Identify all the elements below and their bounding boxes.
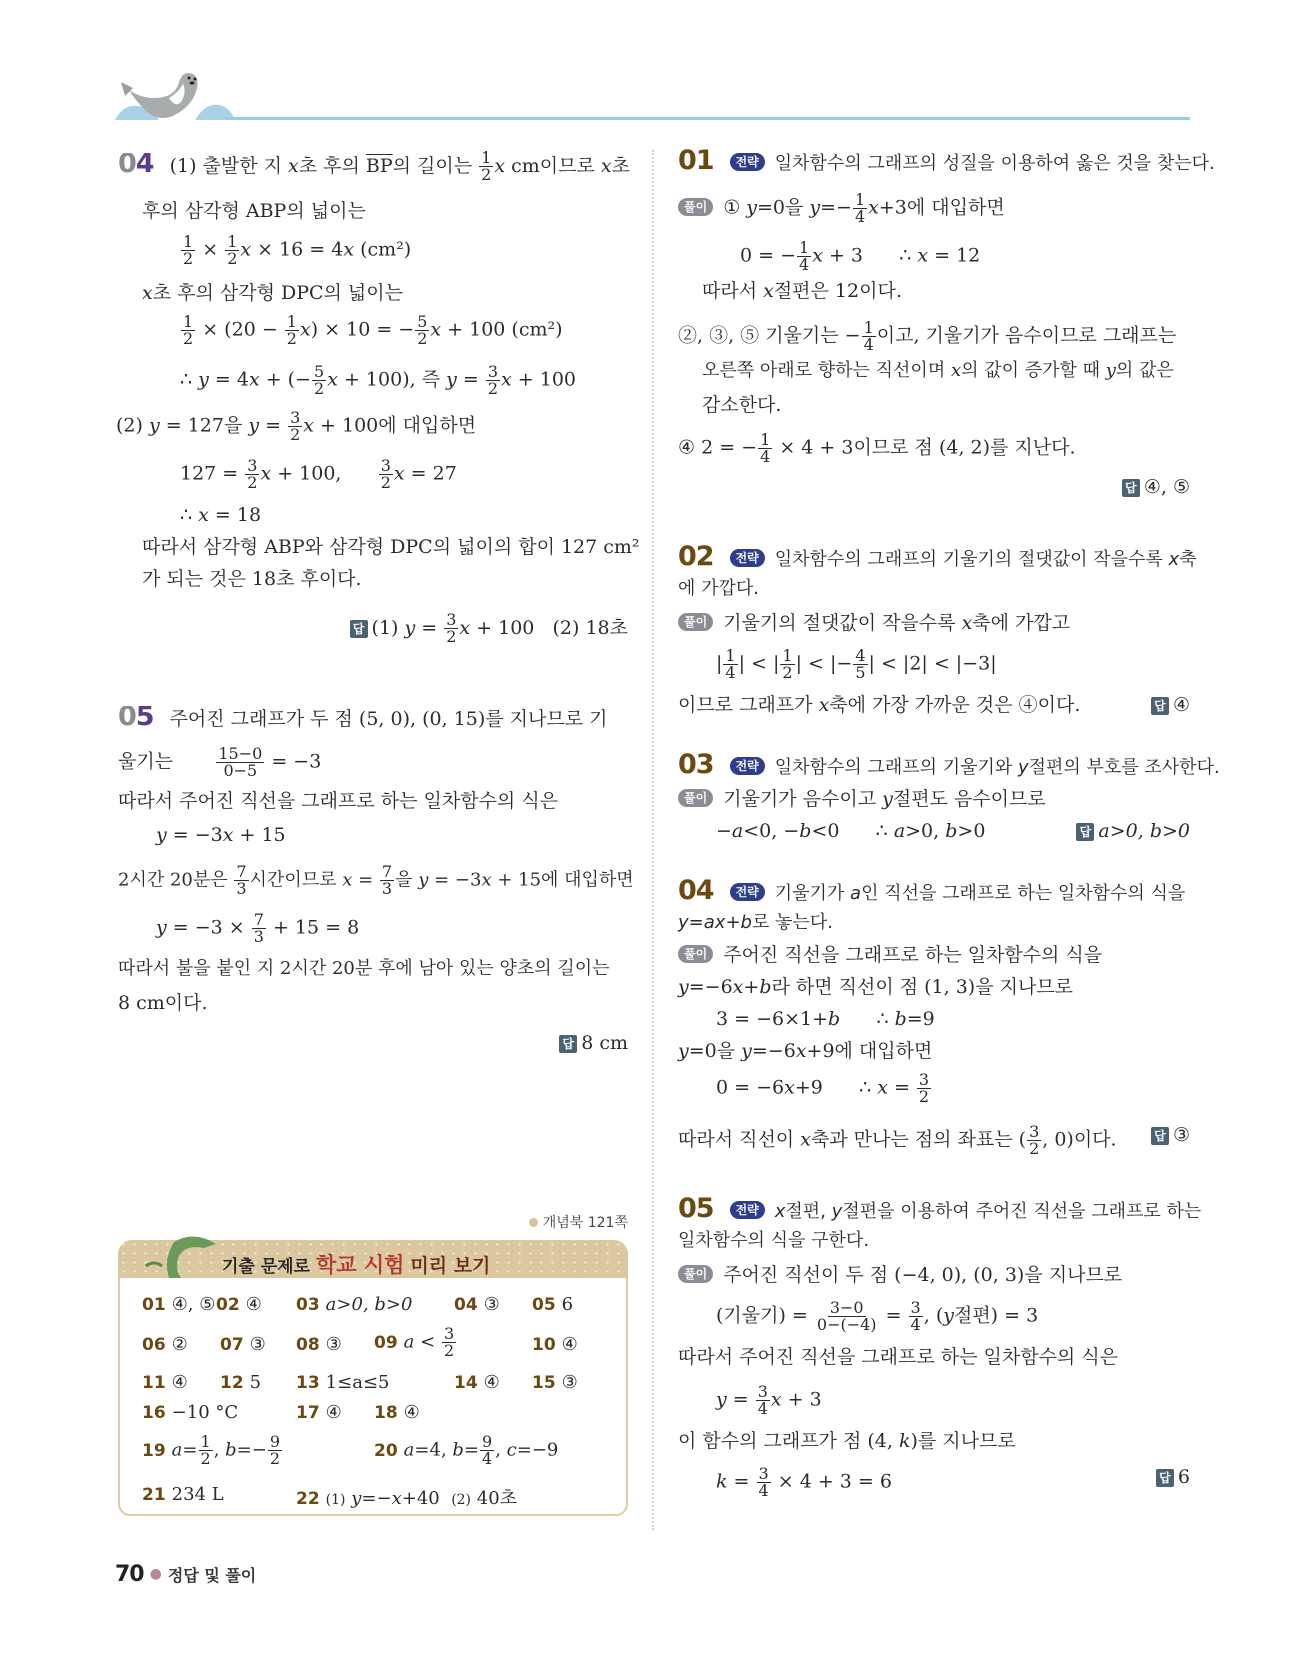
math-line: 울기는 $\frac{15-0}{0-5}$ = −3	[118, 744, 322, 780]
exam-preview-box	[118, 1212, 628, 1517]
header-rule	[225, 117, 1190, 120]
strategy-text: 일차함수의 그래프의 기울기의 절댓값이 작을수록 x축	[774, 549, 1197, 570]
problem-number: 04	[678, 875, 714, 906]
answer-text: 8 cm	[581, 1032, 628, 1054]
strategy-badge: 전략	[730, 757, 765, 775]
preview-banner	[118, 1240, 628, 1280]
answer-icon: 답	[559, 1035, 577, 1053]
answer-text: ④	[1172, 694, 1190, 716]
strategy-text: 일차함수의 그래프의 기울기와 y절편의 부호를 조사한다.	[774, 757, 1220, 778]
text-line: 후의 삼각형 ABP의 넓이는	[142, 200, 366, 222]
answer-key-item: 01 ④, ⑤	[142, 1294, 216, 1315]
strategy-text-continued: y=ax+b로 놓는다.	[678, 912, 833, 933]
solution-badge: 풀이	[678, 1265, 713, 1283]
section-label: 정답 및 풀이	[167, 1566, 257, 1585]
answer-key-item: 19 a= $\frac{1}{2}$ , b=− $\frac{9}{2}$	[142, 1432, 281, 1468]
answer-key-grid	[118, 1278, 628, 1516]
math-line: 127 = $\frac{3}{2}$ x + 100, $\frac{3}{2}$ x = 27	[180, 456, 457, 492]
answer-key-item: 20 a=4, b= $\frac{9}{4}$ , c=−9	[374, 1432, 559, 1468]
math-line: 3 = −6×1+b ∴ b=9	[716, 1008, 935, 1030]
math-line: (2) y = 127을 y = $\frac{3}{2}$ x + 100에 대입하면	[116, 408, 477, 444]
answer-key-item: 03 a>0, b>0	[296, 1294, 413, 1315]
math-line: ②, ③, ⑤ 기울기는 − $\frac{1}{4}$ 이고, 기울기가 음수이므로 그래프는	[678, 318, 1177, 354]
problem-number: 02	[678, 541, 714, 572]
seal-mascot-icon	[117, 62, 217, 124]
text-line: 풀이 기울기의 절댓값이 작을수록 x축에 가깝고	[678, 612, 1190, 648]
solution-badge: 풀이	[678, 198, 713, 216]
left-column	[116, 147, 640, 1062]
answer-text: 6	[1177, 1466, 1190, 1488]
answer-icon: 답	[1156, 1469, 1174, 1487]
answer-key-item: 17 ④	[296, 1402, 342, 1423]
answer-line	[118, 612, 628, 652]
answer-text: ④, ⑤	[1143, 476, 1190, 498]
right-column	[678, 145, 1220, 1512]
answer-key-item: 06 ②	[142, 1334, 188, 1355]
page-number: 70	[115, 1562, 144, 1587]
math-line: ④ 2 = − $\frac{1}{4}$ × 4 + 3이므로 점 (4, 2)를 지난다.	[678, 430, 1076, 466]
math-line: 2시간 20분은 $\frac{7}{3}$ 시간이므로 x = $\frac{7}{3}$ 을 y = −3x + 15에 대입하면	[118, 862, 634, 898]
math-line: ∴ x = 18	[180, 504, 262, 526]
text-line: 8 cm이다.	[118, 992, 208, 1014]
text-line: 따라서 x절편은 12이다.	[702, 280, 902, 302]
text-line: 풀이 주어진 직선을 그래프로 하는 일차함수의 식을	[678, 944, 1190, 976]
math-line: 0 = − $\frac{1}{4}$ x + 3 ∴ x = 12	[740, 238, 981, 274]
problem-number: 05	[678, 1193, 714, 1224]
problem-03-solution	[678, 749, 1220, 854]
answer-icon: 답	[1151, 697, 1169, 715]
page-footer	[115, 1562, 256, 1587]
problem-02-solution	[678, 541, 1197, 728]
strategy-badge: 전략	[730, 1201, 765, 1219]
page-header	[115, 62, 1190, 124]
math-line: 풀이 ① y=0을 y=− $\frac{1}{4}$ x+3에 대입하면	[678, 192, 1190, 240]
strategy-badge: 전략	[730, 549, 765, 567]
math-line: y=0을 y=−6x+9에 대입하면	[678, 1040, 933, 1062]
answer-key-item: 13 1≤a≤5	[296, 1372, 390, 1393]
text-line: 오른쪽 아래로 향하는 직선이며 x의 값이 증가할 때 y의 값은	[702, 360, 1174, 381]
bullet-dot-icon: ●	[149, 1566, 162, 1582]
answer-key-item: 14 ④	[454, 1372, 500, 1393]
answer-text: a>0, b>0	[1098, 820, 1190, 842]
text-line: 풀이 기울기가 음수이고 y절편도 음수이므로	[678, 788, 1190, 820]
answer-key-item: 07 ③	[220, 1334, 266, 1355]
text-line: 주어진 그래프가 두 점 (5, 0), (0, 15)를 지나므로 기	[169, 708, 608, 730]
text-line: x초 후의 삼각형 DPC의 넓이는	[142, 282, 403, 304]
math-line: | $\frac{1}{4}$ | < | $\frac{1}{2}$ | < |− $\frac{4}{5}$ | < |2| < |−3|	[716, 646, 997, 682]
strategy-text: x절편, y절편을 이용하여 주어진 직선을 그래프로 하는	[774, 1201, 1202, 1222]
text-line: 따라서 주어진 직선을 그래프로 하는 일차함수의 식은	[678, 1346, 1119, 1368]
math-line: y=−6x+b라 하면 직선이 점 (1, 3)을 지나므로	[678, 976, 1074, 998]
solution-badge: 풀이	[678, 613, 713, 631]
math-line: ∴ y = 4x + (− $\frac{5}{2}$ x + 100), 즉 y = $\frac{3}{2}$ x + 100	[180, 362, 576, 398]
text-line: 이 함수의 그래프가 점 (4, k)를 지나므로	[678, 1430, 1016, 1452]
text-line: 가 되는 것은 18초 후이다.	[142, 568, 362, 590]
solution-badge: 풀이	[678, 945, 713, 963]
math-line: k = $\frac{3}{4}$ × 4 + 3 = 6 답 6	[716, 1464, 1190, 1500]
math-line: (기울기) = $\frac{3-0}{0-(-4)}$ = $\frac{3}{4}$ , (y절편) = 3	[716, 1298, 1039, 1334]
strategy-text: 일차함수의 그래프의 성질을 이용하여 옳은 것을 찾는다.	[774, 153, 1215, 174]
answer-icon: 답	[1122, 479, 1140, 497]
math-line: y = −3 × $\frac{7}{3}$ + 15 = 8	[156, 910, 360, 946]
problem-number: 04	[118, 147, 154, 179]
strategy-badge: 전략	[730, 883, 765, 901]
problem-number: 03	[678, 749, 714, 780]
text-line: 따라서 주어진 직선을 그래프로 하는 일차함수의 식은	[118, 790, 559, 812]
answer-icon: 답	[1076, 823, 1094, 841]
text-line: (1) 출발한 지 x초 후의 $\overline{BP}$의 길이는 $\frac{1}{2}$ x cm이므로 x초	[169, 148, 630, 184]
answer-line	[118, 1032, 628, 1062]
answer-key-item: 21 234 L	[142, 1484, 224, 1505]
column-divider	[652, 150, 654, 1530]
answer-key-item: 15 ③	[532, 1372, 578, 1393]
strategy-text-continued: 에 가깝다.	[678, 578, 759, 599]
math-line: y = $\frac{3}{4}$ x + 3	[716, 1382, 822, 1418]
solution-badge: 풀이	[678, 789, 713, 807]
problem-04-solution-right	[678, 875, 1190, 1164]
answer-key-item: 08 ③	[296, 1334, 342, 1355]
answer-key-item: 22 (1) y=−x+40 (2) 40초	[296, 1488, 518, 1509]
answer-key-item: 18 ④	[374, 1402, 420, 1423]
text-line: 풀이 주어진 직선이 두 점 (−4, 0), (0, 3)을 지나므로	[678, 1264, 1190, 1300]
problem-number: 05	[118, 701, 154, 732]
answer-line	[678, 476, 1190, 506]
answer-key-item: 05 6	[532, 1294, 574, 1315]
preview-title: 기출 문제로 학교 시험 미리 보기	[222, 1253, 491, 1277]
math-line: $\frac{1}{2}$ × $\frac{1}{2}$ x × 16 = 4x (cm²)	[183, 232, 412, 268]
answer-key-item: 02 ④	[216, 1294, 262, 1315]
answer-icon: 답	[1151, 1127, 1169, 1145]
problem-05-solution-right	[678, 1193, 1202, 1512]
answer-text: (1) y = $\frac{3}{2}$ x + 100 (2) 18초	[371, 610, 628, 646]
problem-01-solution	[678, 145, 1215, 506]
math-line: 따라서 직선이 x축과 만나는 점의 좌표는 ( $\frac{3}{2}$ , 0)이다. 답 ③	[678, 1122, 1190, 1158]
answer-key-item: 04 ③	[454, 1294, 500, 1315]
answer-key-item: 12 5	[220, 1372, 262, 1393]
text-line: 따라서 불을 붙인 지 2시간 20분 후에 남아 있는 양초의 길이는	[118, 958, 610, 979]
answer-icon: 답	[350, 620, 368, 638]
text-line: 이므로 그래프가 x축에 가장 가까운 것은 ④이다. 답 ④	[678, 694, 1190, 716]
strategy-text-continued: 일차함수의 식을 구한다.	[678, 1230, 870, 1251]
math-line: −a<0, −b<0 ∴ a>0, b>0 답 a>0, b>0	[716, 820, 1190, 842]
concept-book-reference: 개념북 121쪽	[529, 1212, 628, 1232]
problem-04-solution	[116, 147, 640, 652]
math-line: y = −3x + 15	[156, 824, 286, 846]
text-line: 따라서 삼각형 ABP와 삼각형 DPC의 넓이의 합이 127 cm²	[142, 536, 640, 558]
math-line: $\frac{1}{2}$ × (20 − $\frac{1}{2}$ x) × 10 = − $\frac{5}{2}$ x + 100 (cm²)	[183, 312, 563, 348]
math-line: 0 = −6x+9 ∴ x = $\frac{3}{2}$	[716, 1070, 930, 1106]
text-line: 감소한다.	[702, 394, 782, 416]
answer-key-item: 11 ④	[142, 1372, 188, 1393]
bullet-dot-icon	[529, 1218, 538, 1227]
problem-number: 01	[678, 145, 714, 176]
strategy-text: 기울기가 a인 직선을 그래프로 하는 일차함수의 식을	[774, 883, 1186, 904]
answer-key-item: 10 ④	[532, 1334, 578, 1355]
problem-05-solution	[118, 701, 634, 1062]
strategy-badge: 전략	[730, 153, 765, 171]
answer-text: ③	[1172, 1124, 1190, 1146]
answer-key-item: 16 −10 °C	[142, 1402, 239, 1423]
answer-key-item: 09 a < $\frac{3}{2}$	[374, 1324, 455, 1360]
